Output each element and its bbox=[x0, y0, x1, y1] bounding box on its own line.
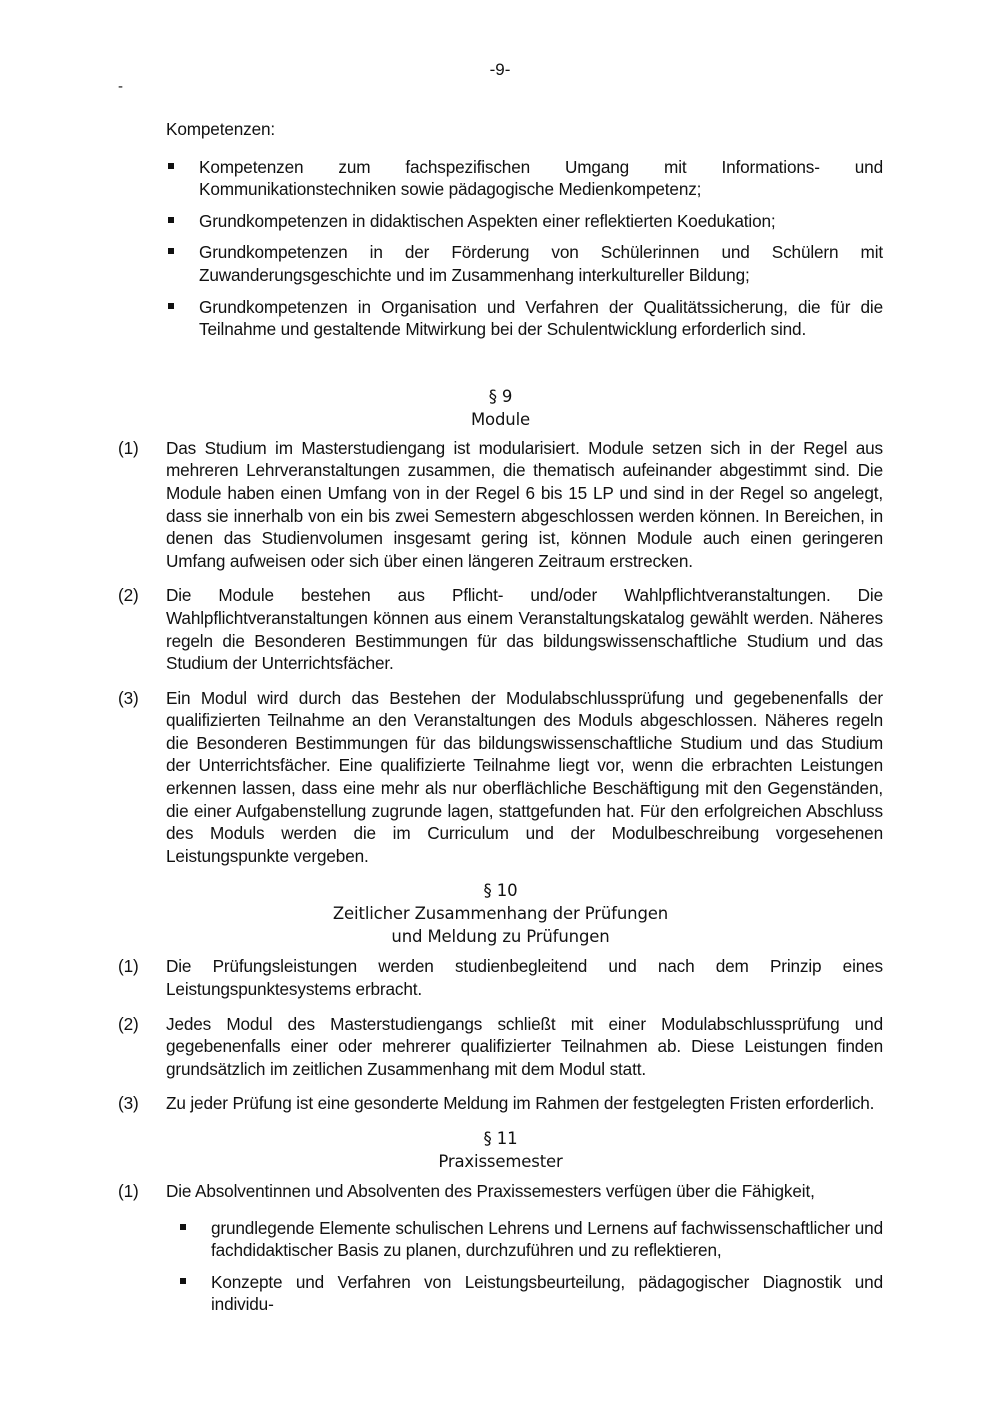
paragraph-number: (1) bbox=[118, 1181, 139, 1201]
paragraph-text: Das Studium im Masterstudiengang ist modularisiert. Module setzen sich in der Regel aus mehreren Lehrveranstaltungen zusammen, die thematisch aufeinander abgestimmt sind. Die Module haben einen Umfang von in der Regel 6 bis 15 LP und sind in der Regel so angelegt, dass sie innerhalb von ein bis zwei Semestern abgeschlossen werden können. In Bereichen, in denen das Studienvolumen insgesamt gering ist, können Module auch einen geringeren Umfang aufweisen oder sich über einen längeren Zeitraum erstrecken. bbox=[166, 437, 883, 571]
section-9-paragraph-3 bbox=[118, 687, 883, 868]
kompetenzen-label: Kompetenzen: bbox=[166, 119, 276, 139]
square-bullet-icon bbox=[168, 248, 174, 254]
paragraph-number: (2) bbox=[118, 1013, 139, 1034]
section-9-paragraph-1 bbox=[118, 437, 883, 573]
paragraph-number: (1) bbox=[118, 437, 139, 458]
page-number: -9- bbox=[489, 60, 511, 79]
paragraph-text: Die Module bestehen aus Pflicht- und/oder Wahlpflichtveranstaltungen. Die Wahlpflichtveranstaltungen können aus einem Veranstaltungskatalog gewählt werden. Näheres regeln die Besonderen Bestimmungen für das bildungswissenschaftliche Studium und das Studium der Unterrichtsfächer. bbox=[166, 585, 883, 674]
list-item-text: Grundkompetenzen in der Förderung von Schülerinnen und Schülern mit Zuwanderungsgeschichte und im Zusammenhang interkultureller Bildung; bbox=[199, 242, 883, 285]
paragraph-number: (1) bbox=[118, 956, 139, 977]
section-10-heading bbox=[118, 879, 883, 948]
square-bullet-icon bbox=[168, 217, 174, 223]
list-item bbox=[166, 296, 883, 341]
praxissemester-list bbox=[178, 1217, 883, 1316]
section-10-paragraph-3 bbox=[118, 1092, 883, 1115]
section-11-title: Praxissemester bbox=[438, 1152, 563, 1171]
document-body bbox=[118, 118, 883, 1325]
paragraph-number: (2) bbox=[118, 585, 139, 606]
section-9-heading bbox=[118, 385, 883, 431]
section-10-title-line-2: und Meldung zu Prüfungen bbox=[391, 927, 610, 947]
paragraph-text: Jedes Modul des Masterstudiengangs schließt mit einer Modulabschlussprüfung und gegebenenfalls einer oder mehrerer qualifizierter Teilnahmen ab. Diese Leistungen finden grundsätzlich im zeitlichen Zusammenhang mit dem Modul statt. bbox=[166, 1013, 883, 1079]
square-bullet-icon bbox=[168, 303, 174, 309]
section-10-paragraph-2 bbox=[118, 1013, 883, 1081]
square-bullet-icon bbox=[180, 1224, 186, 1230]
list-item bbox=[166, 210, 883, 233]
section-11-number: § 11 bbox=[483, 1129, 518, 1148]
paragraph-text: Ein Modul wird durch das Bestehen der Modulabschlussprüfung und gegebenenfalls der qualifizierten Teilnahme an den Veranstaltungen des Moduls abgeschlossen. Näheres regeln die Besonderen Bestimmungen für das bildungswissenschaftliche Studium und das Studium der Unterrichtsfächer. Eine qualifizierte Teilnahme liegt vor, wenn die erbrachten Leistungen erkennen lassen, dass eine mehr als nur oberflächliche Beschäftigung mit den Gegenständen, die einer Aufgabenstellung zugrunde lagen, stattgefunden hat. Für den erfolgreichen Abschluss des Moduls werden die im Curriculum und der Modulbeschreibung vorgesehenen Leistungspunkte vergeben. bbox=[166, 687, 883, 866]
square-bullet-icon bbox=[180, 1278, 186, 1284]
list-item-text: grundlegende Elemente schulischen Lehrens und Lernens auf fachwissenschaftlicher und fachdidaktischer Basis zu planen, durchzuführen und zu reflektieren, bbox=[211, 1217, 883, 1261]
list-item bbox=[178, 1217, 883, 1262]
paragraph-number: (3) bbox=[118, 687, 139, 708]
section-10-paragraph-1 bbox=[118, 955, 883, 1000]
paragraph-text: Zu jeder Prüfung ist eine gesonderte Meldung im Rahmen der festgelegten Fristen erforderlich. bbox=[166, 1093, 875, 1114]
list-item bbox=[166, 156, 883, 201]
section-10-title-line-1: Zeitlicher Zusammenhang der Prüfungen bbox=[332, 904, 669, 924]
section-9-paragraph-2 bbox=[118, 584, 883, 674]
list-item-text: Grundkompetenzen in Organisation und Verfahren der Qualitätssicherung, die für die Teilnahme und gestaltende Mitwirkung bei der Schulentwicklung erforderlich sind. bbox=[199, 296, 883, 340]
section-9-title: Module bbox=[470, 409, 531, 429]
section-11-paragraph-1 bbox=[118, 1180, 883, 1203]
square-bullet-icon bbox=[168, 163, 174, 169]
list-item-text: Kompetenzen zum fachspezifischen Umgang mit Informations- und Kommunikationstechniken sowie pädagogische Medienkompetenz; bbox=[199, 156, 883, 200]
paragraph-text: Die Prüfungsleistungen werden studienbegleitend und nach dem Prinzip eines Leistungspunktesystems erbracht. bbox=[166, 956, 883, 1000]
paragraph-text: Die Absolventinnen und Absolventen des Praxissemesters verfügen über die Fähigkeit, bbox=[166, 1181, 815, 1201]
list-item-text: Konzepte und Verfahren von Leistungsbeurteilung, pädagogischer Diagnostik und individu- bbox=[211, 1271, 883, 1315]
list-item-text: Grundkompetenzen in didaktischen Aspekten einer reflektierten Koedukation; bbox=[199, 210, 776, 231]
list-item bbox=[166, 241, 883, 286]
section-9-number: § 9 bbox=[488, 386, 513, 406]
kompetenzen-list bbox=[166, 156, 883, 341]
paragraph-number: (3) bbox=[118, 1093, 139, 1114]
section-10-number: § 10 bbox=[483, 881, 518, 901]
section-11-heading bbox=[118, 1127, 883, 1173]
list-item bbox=[178, 1271, 883, 1316]
margin-dash: - bbox=[118, 78, 123, 95]
